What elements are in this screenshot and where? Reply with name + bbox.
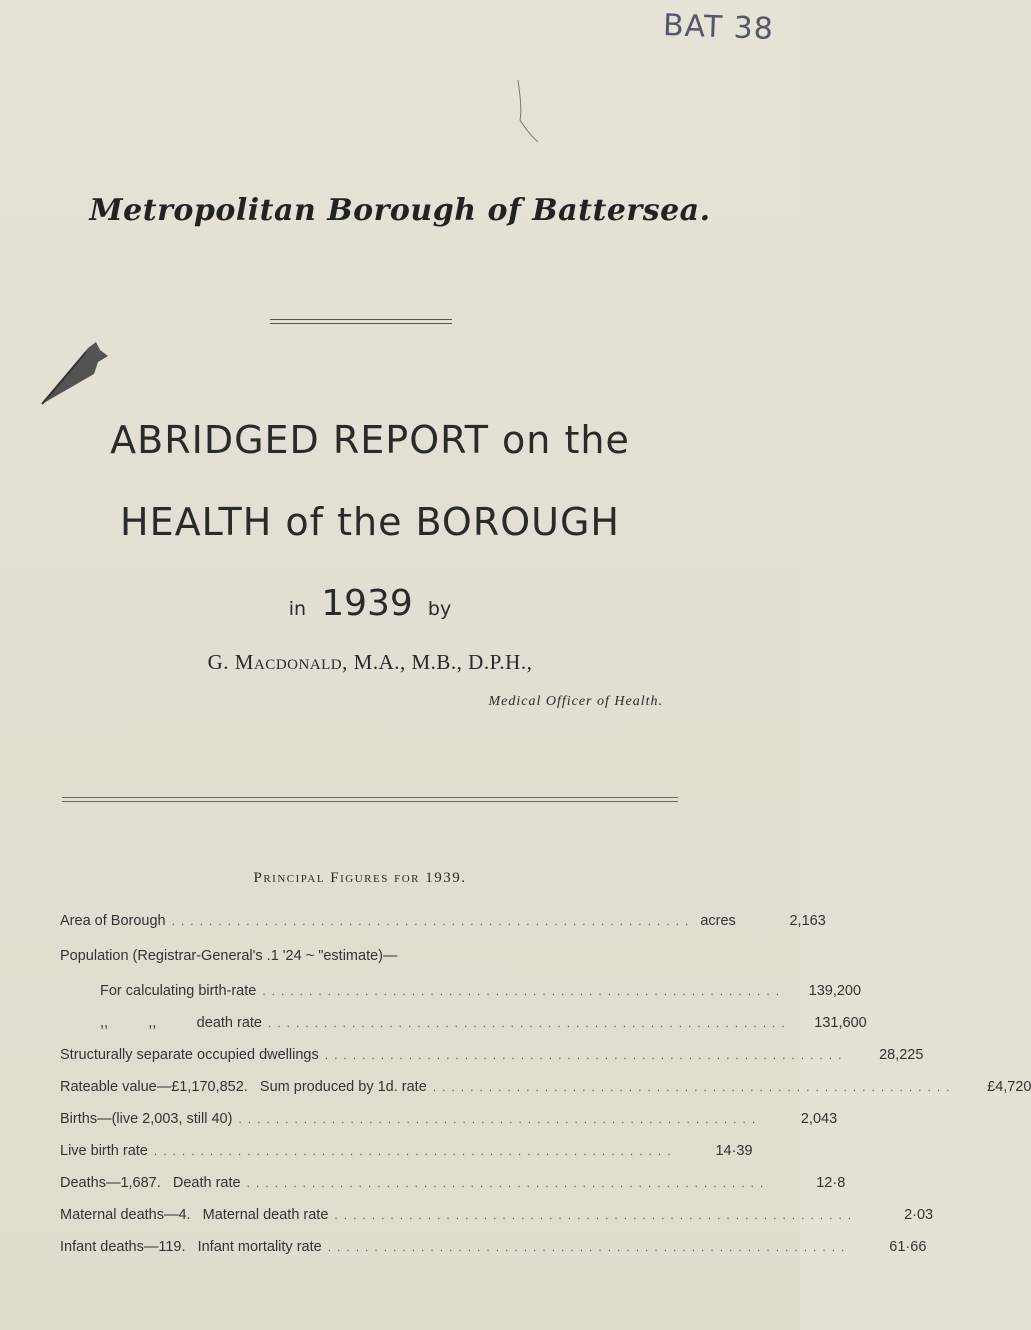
pencil-mark xyxy=(500,70,540,150)
handwritten-reference: BAT 38 xyxy=(662,8,775,47)
figure-value: 14·39 xyxy=(715,1143,753,1159)
section-divider xyxy=(62,797,678,798)
figure-row-live-birth-rate xyxy=(60,1135,753,1167)
report-year-line xyxy=(0,583,740,624)
figure-row-population xyxy=(60,937,682,975)
figure-row-area xyxy=(60,905,826,937)
figure-row-maternal-deaths xyxy=(60,1199,934,1231)
leader-dots: ........................................................ xyxy=(153,1144,677,1158)
figure-label: Maternal deaths—4. Maternal death rate xyxy=(60,1207,329,1223)
figure-label: Population (Registrar-General's .1 '24 ~ "estimate)— xyxy=(60,948,398,964)
figure-row-rateable-value xyxy=(60,1071,1031,1103)
figure-value: 139,200 xyxy=(808,983,862,999)
leader-dots: ........................................................ xyxy=(262,984,786,998)
principal-figures-table xyxy=(60,905,1031,1263)
report-title-line-1: ABRIDGED REPORT on the xyxy=(110,418,630,462)
leader-dots: ........................................................ xyxy=(171,914,695,928)
figure-row-dwellings xyxy=(60,1039,924,1071)
figures-heading: Principal Figures for 1939. xyxy=(253,870,467,886)
report-year: 1939 xyxy=(321,583,413,624)
figure-label: Deaths—1,687. Death rate xyxy=(60,1175,241,1191)
leader-dots: ........................................................ xyxy=(327,1240,851,1254)
leader-dots: ........................................................ xyxy=(334,1208,858,1222)
author-title: Medical Officer of Health. xyxy=(488,694,663,709)
figure-label: Births—(live 2,003, still 40) xyxy=(60,1111,233,1127)
figure-label: Rateable value—£1,170,852. Sum produced by 1d. rate xyxy=(60,1079,427,1095)
leader-dots: ........................................................ xyxy=(432,1080,956,1094)
figure-unit: acres xyxy=(700,913,736,929)
borough-title: Metropolitan Borough of Battersea. xyxy=(89,193,711,228)
figure-value: £4,720 xyxy=(987,1079,1031,1095)
title-divider xyxy=(270,319,452,320)
leader-dots: ........................................................ xyxy=(268,1016,791,1030)
figure-label: Live birth rate xyxy=(60,1143,148,1159)
figure-label: For calculating birth-rate xyxy=(100,983,257,999)
figure-row-births xyxy=(60,1103,838,1135)
figure-value: 12·8 xyxy=(816,1175,846,1191)
leader-dots: ........................................................ xyxy=(324,1048,848,1062)
figure-label: Infant deaths—119. Infant mortality rate xyxy=(60,1239,322,1255)
figure-value: 61·66 xyxy=(889,1239,927,1255)
figure-value: 2,043 xyxy=(800,1111,838,1127)
figure-label: Area of Borough xyxy=(60,913,166,929)
by-word: by xyxy=(427,598,452,620)
figure-label: ,, ,, death rate xyxy=(100,1015,262,1031)
figure-row-deaths xyxy=(60,1167,846,1199)
figure-value: 2·03 xyxy=(904,1207,934,1223)
leader-dots: ........................................................ xyxy=(238,1112,762,1126)
leader-dots: ........................................................ xyxy=(246,1176,770,1190)
figure-label: Structurally separate occupied dwellings xyxy=(60,1047,319,1063)
figure-value: 2,163 xyxy=(789,913,826,929)
figure-row-death-population xyxy=(60,1007,867,1039)
author-name: G. Macdonald, M.A., M.B., D.P.H., xyxy=(207,650,533,674)
ink-mark xyxy=(38,330,128,410)
figure-value: 28,225 xyxy=(879,1047,924,1063)
in-word: in xyxy=(288,598,307,620)
figure-value: 131,600 xyxy=(814,1015,867,1031)
figure-row-infant-deaths xyxy=(60,1231,927,1263)
report-title-line-2: HEALTH of the BOROUGH xyxy=(120,500,620,544)
figure-row-birth-population xyxy=(60,975,862,1007)
